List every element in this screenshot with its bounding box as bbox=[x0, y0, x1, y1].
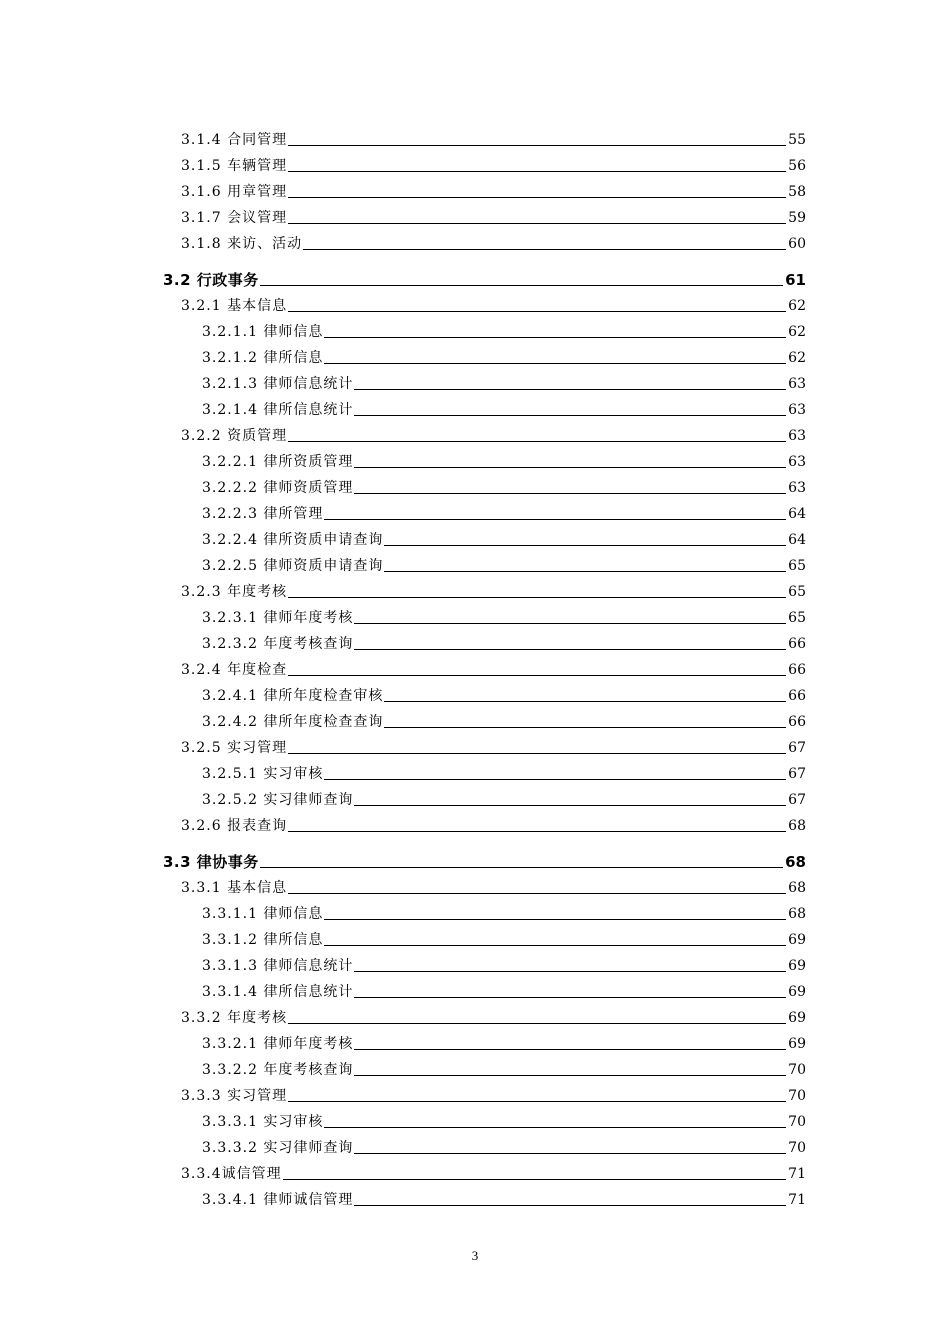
toc-leader-line bbox=[354, 996, 786, 998]
toc-entry-title: 3.2.2 资质管理 bbox=[181, 428, 288, 444]
toc-leader-line bbox=[288, 222, 786, 224]
toc-page-number: 58 bbox=[788, 184, 806, 200]
toc-entry-title: 3.2.4.2 律所年度检查查询 bbox=[202, 714, 384, 730]
toc-leader-line bbox=[324, 944, 786, 946]
toc-page-number: 66 bbox=[788, 688, 806, 704]
toc-page-number: 68 bbox=[788, 818, 806, 834]
toc-page-number: 70 bbox=[788, 1088, 806, 1104]
toc-page-number: 66 bbox=[788, 662, 806, 678]
toc-entry-title: 3.1.5 车辆管理 bbox=[181, 158, 288, 174]
toc-entry[interactable] bbox=[181, 205, 806, 227]
toc-leader-line bbox=[354, 622, 786, 624]
toc-leader-line bbox=[288, 752, 786, 754]
toc-entry[interactable] bbox=[181, 1083, 806, 1105]
toc-page-number: 68 bbox=[788, 906, 806, 922]
toc-entry[interactable] bbox=[181, 875, 806, 897]
toc-page-number: 66 bbox=[788, 714, 806, 730]
toc-entry-title: 3.2.3.2 年度考核查询 bbox=[202, 636, 354, 652]
toc-leader-line bbox=[288, 170, 786, 172]
toc-entry-title: 3.3.1 基本信息 bbox=[181, 880, 288, 896]
toc-entry[interactable] bbox=[202, 683, 806, 705]
toc-entry[interactable] bbox=[202, 397, 806, 419]
toc-entry[interactable] bbox=[202, 553, 806, 575]
toc-leader-line bbox=[354, 1048, 786, 1050]
toc-entry-title: 3.2.2.1 律所资质管理 bbox=[202, 454, 354, 470]
toc-leader-line bbox=[354, 492, 786, 494]
toc-entry-title: 3.2.6 报表查询 bbox=[181, 818, 288, 834]
toc-entry[interactable] bbox=[181, 813, 806, 835]
toc-entry-title: 3.3.1.2 律所信息 bbox=[202, 932, 324, 948]
toc-entry[interactable] bbox=[202, 927, 806, 949]
toc-entry[interactable] bbox=[202, 527, 806, 549]
toc-page-number: 67 bbox=[788, 792, 806, 808]
toc-page-number: 64 bbox=[788, 532, 806, 548]
toc-leader-line bbox=[283, 1178, 787, 1180]
toc-entry-title: 3.3.2.1 律师年度考核 bbox=[202, 1036, 354, 1052]
toc-entry[interactable] bbox=[181, 1005, 806, 1027]
toc-entry-title: 3.1.6 用章管理 bbox=[181, 184, 288, 200]
toc-leader-line bbox=[288, 596, 786, 598]
toc-page-number: 63 bbox=[788, 454, 806, 470]
toc-leader-line bbox=[288, 1022, 786, 1024]
toc-page-number: 70 bbox=[788, 1140, 806, 1156]
toc-entry-title: 3.3.1.4 律所信息统计 bbox=[202, 984, 354, 1000]
toc-entry[interactable] bbox=[202, 501, 806, 523]
toc-leader-line bbox=[354, 1074, 786, 1076]
toc-entry[interactable] bbox=[202, 1031, 806, 1053]
toc-page-number: 55 bbox=[788, 132, 806, 148]
toc-leader-line bbox=[288, 674, 786, 676]
toc-leader-line bbox=[384, 570, 786, 572]
toc-entry-title: 3.3.3 实习管理 bbox=[181, 1088, 288, 1104]
toc-entry-title: 3.3.3.2 实习律师查询 bbox=[202, 1140, 354, 1156]
toc-entry-title: 3.3.4.1 律师诚信管理 bbox=[202, 1192, 354, 1208]
toc-entry[interactable] bbox=[202, 787, 806, 809]
toc-entry[interactable] bbox=[181, 735, 806, 757]
toc-leader-line bbox=[288, 196, 786, 198]
toc-entry-title: 3.2.1 基本信息 bbox=[181, 298, 288, 314]
toc-entry-title: 3.2.4 年度检查 bbox=[181, 662, 288, 678]
toc-entry-title: 3.3.1.1 律师信息 bbox=[202, 906, 324, 922]
toc-entry-title: 3.2.4.1 律所年度检查审核 bbox=[202, 688, 384, 704]
toc-entry[interactable] bbox=[181, 1161, 806, 1183]
toc-leader-line bbox=[324, 778, 786, 780]
toc-entry-title: 3.2.2.2 律师资质管理 bbox=[202, 480, 354, 496]
toc-page-number: 71 bbox=[788, 1192, 806, 1208]
toc-entry[interactable] bbox=[202, 605, 806, 627]
toc-entry[interactable] bbox=[202, 1135, 806, 1157]
toc-entry-title: 3.1.4 合同管理 bbox=[181, 132, 288, 148]
toc-page-number: 67 bbox=[788, 740, 806, 756]
toc-entry-title: 3.3 律协事务 bbox=[163, 853, 259, 871]
toc-entry-title: 3.3.1.3 律师信息统计 bbox=[202, 958, 354, 974]
toc-page-number: 56 bbox=[788, 158, 806, 174]
toc-entry[interactable] bbox=[181, 127, 806, 149]
toc-leader-line bbox=[354, 466, 786, 468]
toc-page-number: 66 bbox=[788, 636, 806, 652]
toc-leader-line bbox=[324, 362, 786, 364]
toc-leader-line bbox=[288, 310, 786, 312]
toc-entry[interactable] bbox=[202, 1057, 806, 1079]
toc-page-number: 69 bbox=[788, 984, 806, 1000]
toc-entry[interactable] bbox=[181, 657, 806, 679]
toc-page-number: 70 bbox=[788, 1062, 806, 1078]
toc-entry[interactable] bbox=[181, 293, 806, 315]
toc-entry-title: 3.3.3.1 实习审核 bbox=[202, 1114, 324, 1130]
toc-entry-title: 3.3.2.2 年度考核查询 bbox=[202, 1062, 354, 1078]
toc-entry-title: 3.2.3.1 律师年度考核 bbox=[202, 610, 354, 626]
toc-entry-title: 3.2.1.2 律所信息 bbox=[202, 350, 324, 366]
toc-leader-line bbox=[324, 518, 786, 520]
toc-entry[interactable] bbox=[202, 449, 806, 471]
toc-entry-title: 3.3.4诚信管理 bbox=[181, 1166, 282, 1182]
toc-entry-title: 3.2.1.1 律师信息 bbox=[202, 324, 324, 340]
toc-entry-title: 3.2.2.5 律师资质申请查询 bbox=[202, 558, 384, 574]
toc-entry[interactable] bbox=[202, 901, 806, 923]
toc-page-number: 69 bbox=[788, 932, 806, 948]
toc-entry-title: 3.1.7 会议管理 bbox=[181, 210, 288, 226]
toc-page-number: 65 bbox=[788, 558, 806, 574]
toc-leader-line bbox=[354, 804, 786, 806]
toc-entry-title: 3.2.1.3 律师信息统计 bbox=[202, 376, 354, 392]
toc-leader-line bbox=[324, 918, 786, 920]
toc-entry-title: 3.2.5.1 实习审核 bbox=[202, 766, 324, 782]
toc-leader-line bbox=[288, 830, 786, 832]
toc-leader-line bbox=[384, 726, 786, 728]
toc-entry[interactable] bbox=[202, 761, 806, 783]
toc-leader-line bbox=[303, 248, 786, 250]
toc-entry-title: 3.2 行政事务 bbox=[163, 271, 259, 289]
toc-section-heading[interactable] bbox=[163, 267, 806, 289]
toc-entry[interactable] bbox=[202, 709, 806, 731]
toc-leader-line bbox=[288, 144, 786, 146]
toc-page-number: 59 bbox=[788, 210, 806, 226]
toc-entry-title: 3.3.2 年度考核 bbox=[181, 1010, 288, 1026]
toc-page-number: 63 bbox=[788, 480, 806, 496]
toc-leader-line bbox=[288, 440, 786, 442]
toc-page-number: 63 bbox=[788, 376, 806, 392]
toc-entry[interactable] bbox=[202, 371, 806, 393]
toc-entry[interactable] bbox=[202, 631, 806, 653]
toc-page-number: 62 bbox=[788, 350, 806, 366]
toc-entry-title: 3.2.2.3 律所管理 bbox=[202, 506, 324, 522]
toc-page-number: 71 bbox=[788, 1166, 806, 1182]
toc-entry[interactable] bbox=[181, 231, 806, 253]
toc-leader-line bbox=[384, 700, 786, 702]
toc-entry-title: 3.2.5.2 实习律师查询 bbox=[202, 792, 354, 808]
toc-entry[interactable] bbox=[181, 179, 806, 201]
toc-leader-line bbox=[288, 892, 786, 894]
toc-page-number: 62 bbox=[788, 298, 806, 314]
toc-page-number: 65 bbox=[788, 610, 806, 626]
toc-leader-line bbox=[354, 414, 786, 416]
toc-page-number: 69 bbox=[788, 1010, 806, 1026]
toc-entry[interactable] bbox=[202, 475, 806, 497]
toc-page-number: 68 bbox=[788, 880, 806, 896]
toc-page-number: 63 bbox=[788, 402, 806, 418]
toc-page-number: 69 bbox=[788, 958, 806, 974]
toc-leader-line bbox=[260, 866, 783, 868]
toc-page-number: 60 bbox=[788, 236, 806, 252]
toc-leader-line bbox=[354, 1204, 786, 1206]
toc-entry-title: 3.2.2.4 律所资质申请查询 bbox=[202, 532, 384, 548]
toc-page-number: 69 bbox=[788, 1036, 806, 1052]
toc-leader-line bbox=[324, 1126, 786, 1128]
toc-leader-line bbox=[354, 1152, 786, 1154]
toc-entry-title: 3.1.8 来访、活动 bbox=[181, 236, 303, 252]
toc-page-number: 63 bbox=[788, 428, 806, 444]
toc-page-number: 64 bbox=[788, 506, 806, 522]
toc-entry-title: 3.2.5 实习管理 bbox=[181, 740, 288, 756]
toc-entry[interactable] bbox=[202, 953, 806, 975]
toc-leader-line bbox=[354, 648, 786, 650]
toc-entry-title: 3.2.1.4 律所信息统计 bbox=[202, 402, 354, 418]
toc-leader-line bbox=[354, 388, 786, 390]
toc-entry[interactable] bbox=[202, 345, 806, 367]
toc-page-number: 65 bbox=[788, 584, 806, 600]
toc-entry[interactable] bbox=[181, 579, 806, 601]
toc-entry-title: 3.2.3 年度考核 bbox=[181, 584, 288, 600]
toc-entry[interactable] bbox=[181, 423, 806, 445]
toc-page-number: 68 bbox=[785, 853, 806, 871]
toc-page-number: 62 bbox=[788, 324, 806, 340]
toc-leader-line bbox=[260, 284, 783, 286]
toc-entry[interactable] bbox=[202, 1109, 806, 1131]
page-number: 3 bbox=[471, 1248, 479, 1263]
toc-page-number: 61 bbox=[785, 271, 806, 289]
toc-leader-line bbox=[288, 1100, 786, 1102]
toc-entry[interactable] bbox=[181, 153, 806, 175]
toc-entry[interactable] bbox=[202, 319, 806, 341]
toc-page-number: 70 bbox=[788, 1114, 806, 1130]
toc-leader-line bbox=[384, 544, 786, 546]
toc-page-number: 67 bbox=[788, 766, 806, 782]
toc-leader-line bbox=[354, 970, 786, 972]
toc-entry[interactable] bbox=[202, 979, 806, 1001]
toc-entry[interactable] bbox=[202, 1187, 806, 1209]
toc-leader-line bbox=[324, 336, 786, 338]
toc-section-heading[interactable] bbox=[163, 849, 806, 871]
